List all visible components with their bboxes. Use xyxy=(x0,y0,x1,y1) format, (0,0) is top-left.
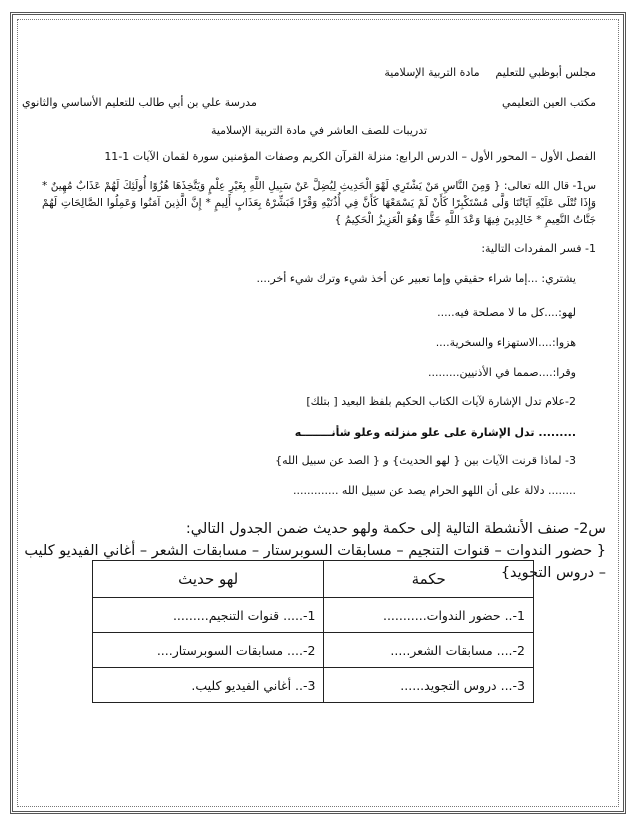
table-cell: 3-.. أغاني الفيديو كليب. xyxy=(93,668,324,703)
vocab-item: يشتري: ...إما شراء حقيقي وإما تعبير عن أخذ شيء وترك شيء أخر.... xyxy=(256,272,576,285)
council-name: مجلس أبوظبي للتعليم xyxy=(495,66,596,79)
table-row xyxy=(93,668,534,703)
office-name: مكتب العين التعليمي xyxy=(501,96,596,109)
table-cell: 3-... دروس التجويد...... xyxy=(324,668,534,703)
answer-text: تدل الإشارة على علو منزلته وعلو شأنــــــــه xyxy=(294,426,535,439)
vocab-item: وقرا:....صمما في الأذنيين......... xyxy=(428,366,576,379)
question-2-list: { حضور الندوات – قنوات التنجيم – مسابقات السوبرستار – مسابقات الشعر – أغاني الفيديو كليب – دروس التجويد} xyxy=(24,543,606,581)
table-cell: 1-..... قنوات التنجيم......... xyxy=(93,598,324,633)
subject-name: مادة التربية الإسلامية xyxy=(384,66,480,79)
vocab-item: هزوا:....الاستهزاء والسخرية.... xyxy=(435,336,576,349)
table-header-row xyxy=(93,561,534,598)
vocab-item: لهو:....كل ما لا مصلحة فيه..... xyxy=(437,306,576,319)
column-header-wisdom: حكمة xyxy=(324,561,534,598)
exercise-title: تدريبات للصف العاشر في مادة التربية الإسلامية xyxy=(210,124,428,137)
question-2-title: س2- صنف الأنشطة التالية إلى حكمة ولهو حديث ضمن الجدول التالي: xyxy=(185,521,606,537)
q1-part3-question: 3- لماذا قرنت الآيات بين { لهو الحديث} و { الصد عن سبيل الله} xyxy=(275,454,576,467)
q1-part1-title: 1- فسر المفردات التالية: xyxy=(481,242,596,255)
table-row xyxy=(93,598,534,633)
column-header-idle-talk: لهو حديث xyxy=(93,561,324,598)
table-row xyxy=(93,633,534,668)
lesson-line: الفصل الأول – المحور الأول – الدرس الرابع: منزلة القرآن الكريم وصفات المؤمنين سورة لقمان الآيات 1-11 xyxy=(104,150,596,163)
q1-part2-answer xyxy=(22,426,576,439)
table-cell: 1-.. حضور الندوات........... xyxy=(324,598,534,633)
school-name: مدرسة علي بن أبي طالب للتعليم الأساسي والثانوي xyxy=(22,96,257,109)
classification-table xyxy=(92,560,534,703)
table-cell: 2-.... مسابقات الشعر..... xyxy=(324,633,534,668)
q1-part3-answer: ........ دلالة على أن اللهو الحرام يصد عن سبيل الله ............. xyxy=(292,484,576,497)
table-cell: 2-.... مسابقات السوبرستار.... xyxy=(93,633,324,668)
question-1-text: س1- قال الله تعالى: { وَمِنَ النَّاسِ مَنْ يَشْتَرِي لَهْوَ الْحَدِيثِ لِيُضِلَّ عَنْ سَبِيلِ اللَّهِ بِغَيْرِ عِلْمٍ وَيَتَّخِذَهَا هُزُوًا أُولَئِكَ لَهُمْ عَذَابٌ مُهِينٌ * وَإِذَا تُتْلَى عَلَيْهِ آيَاتُنَا وَلَّى مُسْتَكْبِرًا كَأَنْ لَمْ يَسْمَعْهَا كَأَنَّ فِي أُذُنَيْهِ وَقْرًا فَبَشِّرْهُ بِعَذَابٍ أَلِيمٍ * إِنَّ الَّذِينَ آمَنُوا وَعَمِلُوا الصَّالِحَاتِ لَهُمْ جَنَّاتُ النَّعِيمِ * خَالِدِينَ فِيهَا وَعْدَ اللَّهِ حَقًّا وَهُوَ الْعَزِيزُ الْحَكِيمُ } xyxy=(42,180,596,226)
q1-part2-question: 2-علام تدل الإشارة لآيات الكتاب الحكيم بلفظ البعيد [ بتلك] xyxy=(306,395,576,408)
answer-dots: ......... xyxy=(538,426,576,439)
